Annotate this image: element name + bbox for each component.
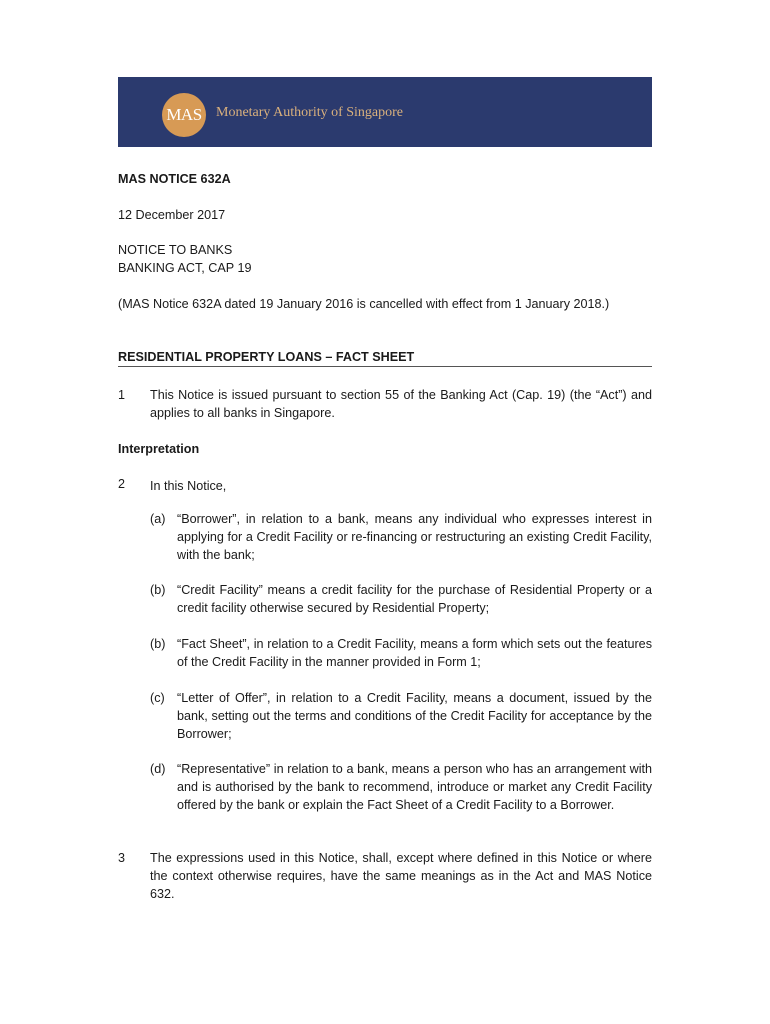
definition-text: “Credit Facility” means a credit facility for the purchase of Residential Property or a credit facility otherwise secured by Residential Property; [177, 583, 652, 615]
notice-date: 12 December 2017 [118, 208, 226, 222]
definition-label: (b) [150, 637, 166, 651]
paragraph-number: 3 [118, 851, 126, 865]
notice-act: BANKING ACT, CAP 19 [118, 261, 252, 275]
definition-label: (c) [150, 691, 165, 705]
interpretation-heading: Interpretation [118, 442, 200, 456]
header-banner [118, 77, 652, 147]
paragraph-number: 1 [118, 388, 126, 402]
definition-label: (a) [150, 512, 166, 526]
notice-addressee: NOTICE TO BANKS [118, 243, 233, 257]
section-heading: RESIDENTIAL PROPERTY LOANS – FACT SHEET [118, 350, 415, 364]
definition-label: (d) [150, 762, 166, 776]
paragraph-text: The expressions used in this Notice, shall, except where defined in this Notice or where the context otherwise requires, have the same meanings as in the Act and MAS Notice 632. [150, 851, 652, 901]
mas-logo: MAS [162, 93, 206, 137]
heading-underline [118, 366, 652, 367]
definition-label: (b) [150, 583, 166, 597]
paragraph-text: This Notice is issued pursuant to section 55 of the Banking Act (Cap. 19) (the “Act”) and applies to all banks in Singapore. [150, 388, 652, 420]
definition-text: “Representative” in relation to a bank, means a person who has an arrangement with and is authorised by the bank to recommend, introduce or market any Credit Facility offered by the bank or explain the Fact Sheet of a Credit Facility to a Borrower. [177, 762, 652, 812]
organisation-name: Monetary Authority of Singapore [216, 105, 404, 120]
paragraph-number: 2 [118, 477, 126, 491]
notice-title: MAS NOTICE 632A [118, 172, 231, 186]
cancellation-note: (MAS Notice 632A dated 19 January 2016 is cancelled with effect from 1 January 2018.) [118, 297, 610, 311]
definition-text: “Borrower”, in relation to a bank, means any individual who expresses interest in applying for a Credit Facility or re-financing or restructuring an existing Credit Facility, with the bank; [177, 512, 652, 562]
definition-text: “Fact Sheet”, in relation to a Credit Facility, means a form which sets out the features of the Credit Facility in the manner provided in Form 1; [177, 637, 652, 669]
paragraph-text: In this Notice, [150, 479, 227, 493]
definition-text: “Letter of Offer”, in relation to a Credit Facility, means a document, issued by the bank, setting out the terms and conditions of the Credit Facility for acceptance by the Borrower; [177, 691, 652, 741]
